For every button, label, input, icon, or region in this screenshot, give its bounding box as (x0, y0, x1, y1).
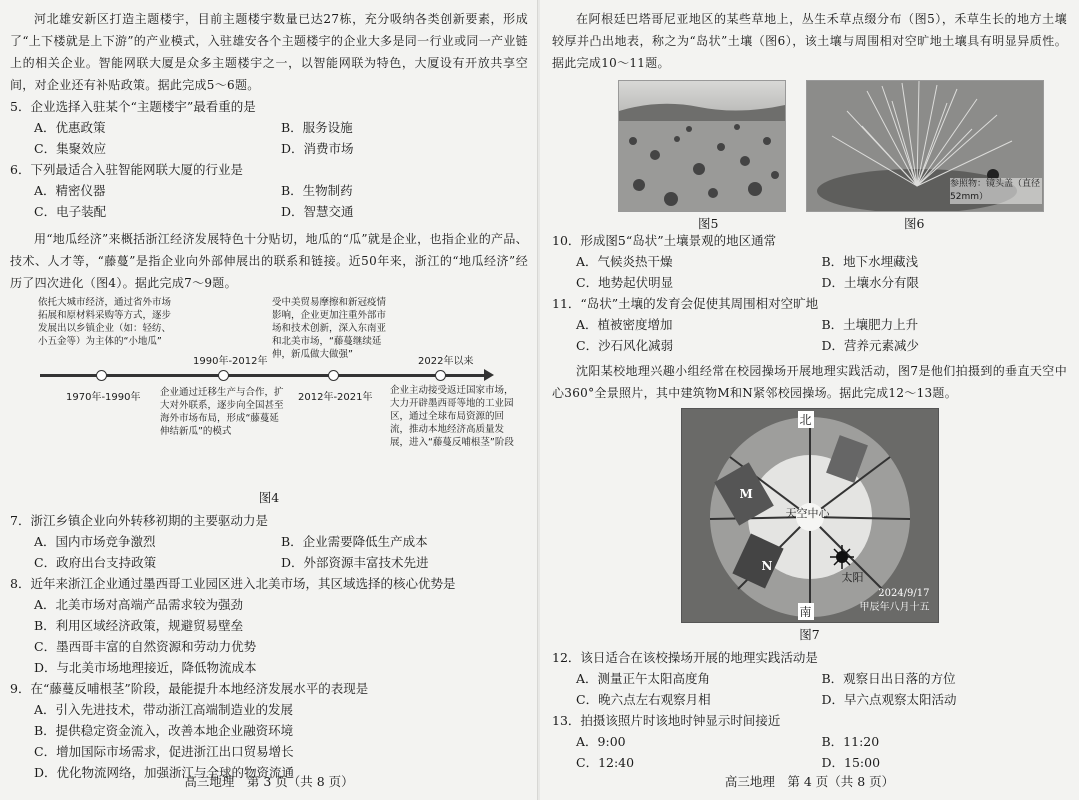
lunar-date-text: 甲辰年八月十五 (859, 602, 930, 613)
option: B．企业需要降低生产成本 (281, 534, 428, 549)
option: C．沙石风化减弱 (576, 338, 674, 353)
question-5-options (10, 117, 528, 159)
option: A．优惠政策 (34, 120, 106, 135)
question-11: 11．“岛状”土壤的发育会促使其周围相对空旷地 (552, 296, 819, 311)
option: C．地势起伏明显 (576, 275, 674, 290)
option: A．气候炎热干燥 (576, 254, 673, 269)
figure-5-caption: 图5 (698, 216, 719, 231)
option: A．精密仪器 (34, 183, 106, 198)
option: A．北美市场对高端产品需求较为强劲 (34, 597, 244, 612)
option: A．测量正午太阳高度角 (576, 671, 711, 686)
question-9-options (10, 699, 528, 783)
north-label: 北 (799, 413, 812, 427)
south-label: 南 (799, 605, 812, 619)
timeline-node (218, 370, 229, 381)
option: B．土壤肥力上升 (821, 317, 919, 332)
option: A．引入先进技术，带动浙江高端制造业的发展 (34, 702, 294, 717)
option: D．早六点观察太阳活动 (821, 692, 957, 707)
timeline-node (96, 370, 107, 381)
question-12: 12．该日适合在该校操场开展的地理实践活动是 (552, 650, 818, 665)
question-6-options (10, 180, 528, 222)
option: C．电子装配 (34, 204, 107, 219)
figure-4-caption: 图4 (258, 490, 280, 505)
option: B．生物制药 (281, 183, 353, 198)
figures-5-6 (552, 80, 1067, 230)
timeline-year-1: 1970年-1990年 (66, 392, 141, 403)
question-6: 6．下列最适合入驻智能网联大厦的行业是 (10, 162, 243, 177)
option: B．提供稳定资金流入，改善本地企业融资环境 (34, 723, 294, 738)
option: C．墨西哥丰富的自然资源和劳动力优势 (34, 639, 257, 654)
timeline-node (435, 370, 446, 381)
option: B．利用区域经济政策，规避贸易壁垒 (34, 618, 244, 633)
option: D．优化物流网络，加强浙江与全球的物资流通 (34, 765, 295, 780)
timeline-year-2: 1990年-2012年 (193, 356, 268, 367)
option: C．政府出台支持政策 (34, 555, 157, 570)
option: C．12:40 (576, 755, 635, 770)
building-n-label: N (761, 559, 773, 573)
timeline-text-2: 企业通过迁移生产与合作，扩大对外联系，逐步向全国甚至海外市场布局，形成“藤蔓延伸结新瓜”的模式 (160, 387, 284, 437)
question-5: 5．企业选择入驻某个“主题楼宇”最看重的是 (10, 99, 256, 114)
option: D．土壤水分有限 (821, 275, 920, 290)
timeline-node (328, 370, 339, 381)
photo-date-stamp (860, 587, 930, 615)
timeline-year-3: 2012年-2021年 (298, 392, 373, 403)
option: C．晚六点左右观察月相 (576, 692, 711, 707)
question-8-options (10, 594, 528, 678)
option: D．智慧交通 (281, 204, 354, 219)
option: C．集聚效应 (34, 141, 107, 156)
question-13-options (552, 731, 1067, 773)
sky-center-label: 天空中心 (785, 507, 830, 520)
option: D．外部资源丰富技术先进 (281, 555, 429, 570)
figure-4-timeline (10, 296, 528, 486)
question-9: 9．在“藤蔓反哺根茎”阶段，最能提升本地经济发展水平的表现是 (10, 681, 369, 696)
option: C．增加国际市场需求，促进浙江出口贸易增长 (34, 744, 294, 759)
option: D．消费市场 (281, 141, 354, 156)
question-7-options (10, 531, 528, 573)
passage-10-11: 在阿根廷巴塔哥尼亚地区的某些草地上，丛生禾草点缀分布（图5），禾草生长的地方土壤较厚并凸出地表，称之为“岛状”土壤（图6），该土壤与周围相对空旷地土壤具有明显异质性。据此完成10～11题。 (552, 12, 1067, 70)
question-10-options (552, 251, 1067, 293)
option: A．9:00 (576, 734, 626, 749)
figure-7-sky-panorama (681, 408, 939, 623)
building-m-label: M (739, 487, 753, 501)
timeline-text-4: 企业主动接受返迁国家市场，大力开辟墨西哥等地的工业园区，通过全球布局资源的回流，推动本地经济高质量发展，进入“藤蔓反哺根茎”阶段 (390, 385, 514, 448)
passage-7-9: 用“地瓜经济”来概括浙江经济发展特色十分贴切，地瓜的“瓜”就是企业，也指企业的产品、技术、人才等，“藤蔓”是指企业向外部伸展出的联系和链接。近50年来，浙江的“地瓜经济”经历了四次进化（图4）。据此完成7～9题。 (10, 232, 528, 290)
question-10: 10．形成图5“岛状”土壤景观的地区通常 (552, 233, 777, 248)
figure-7-caption: 图7 (799, 627, 820, 642)
grassland-photo (618, 80, 786, 212)
passage-12-13: 沈阳某校地理兴趣小组经常在校园操场开展地理实践活动，图7是他们拍摄到的垂直天空中心360°全景照片，其中建筑物M和N紧邻校园操场。据此完成12～13题。 (552, 364, 1067, 400)
figure-6-reference-note: 参照物：镜头盖（直径52mm） (950, 179, 1041, 202)
timeline-text-3: 受中美贸易摩擦和新冠疫情影响，企业更加注重外部市场和技术创新，深入东南亚和北美市场，“藤蔓继续延伸，新瓜做大做强” (272, 297, 387, 360)
option: B．地下水埋藏浅 (821, 254, 919, 269)
timeline-year-4: 2022年以来 (418, 356, 474, 367)
left-page (0, 0, 538, 800)
option: A．国内市场竞争激烈 (34, 534, 156, 549)
option: B．服务设施 (281, 120, 353, 135)
option: B．11:20 (821, 734, 880, 749)
option: B．观察日出日落的方位 (821, 671, 956, 686)
option: D．15:00 (821, 755, 881, 770)
option: D．与北美市场地理接近，降低物流成本 (34, 660, 257, 675)
option: D．营养元素减少 (821, 338, 920, 353)
page-footer-left: 高三地理 第 3 页（共 8 页） (184, 774, 354, 789)
question-13: 13．拍摄该照片时该地时钟显示时间接近 (552, 713, 781, 728)
question-12-options (552, 668, 1067, 710)
question-8: 8．近年来浙江企业通过墨西哥工业园区进入北美市场，其区域选择的核心优势是 (10, 576, 456, 591)
timeline-axis (40, 374, 488, 377)
question-11-options (552, 314, 1067, 356)
timeline-arrow-icon (484, 369, 494, 381)
date-text: 2024/9/17 (878, 588, 930, 599)
sun-label: 太阳 (841, 571, 864, 584)
page-footer-right: 高三地理 第 4 页（共 8 页） (724, 774, 895, 789)
question-7: 7．浙江乡镇企业向外转移初期的主要驱动力是 (10, 513, 268, 528)
timeline-text-1: 依托大城市经济，通过省外市场拓展和原材料采购等方式，逐步发展出以乡镇企业（如：轻纺、小五金等）为主体的“小地瓜” (38, 297, 172, 347)
passage-5-6: 河北雄安新区打造主题楼宇，目前主题楼宇数量已达27栋，充分吸纳各类创新要素，形成了“上下楼就是上下游”的产业模式，入驻雄安各个主题楼宇的企业大多是同一行业或同一产业链上的相关企业。智能网联大厦是众多主题楼宇之一，以智能网联为特色，大厦设有开放共享空间，对企业还有补贴政策。据此完成5～6题。 (10, 12, 528, 92)
figure-6-caption: 图6 (904, 216, 925, 231)
right-page (540, 0, 1079, 800)
option: A．植被密度增加 (576, 317, 673, 332)
